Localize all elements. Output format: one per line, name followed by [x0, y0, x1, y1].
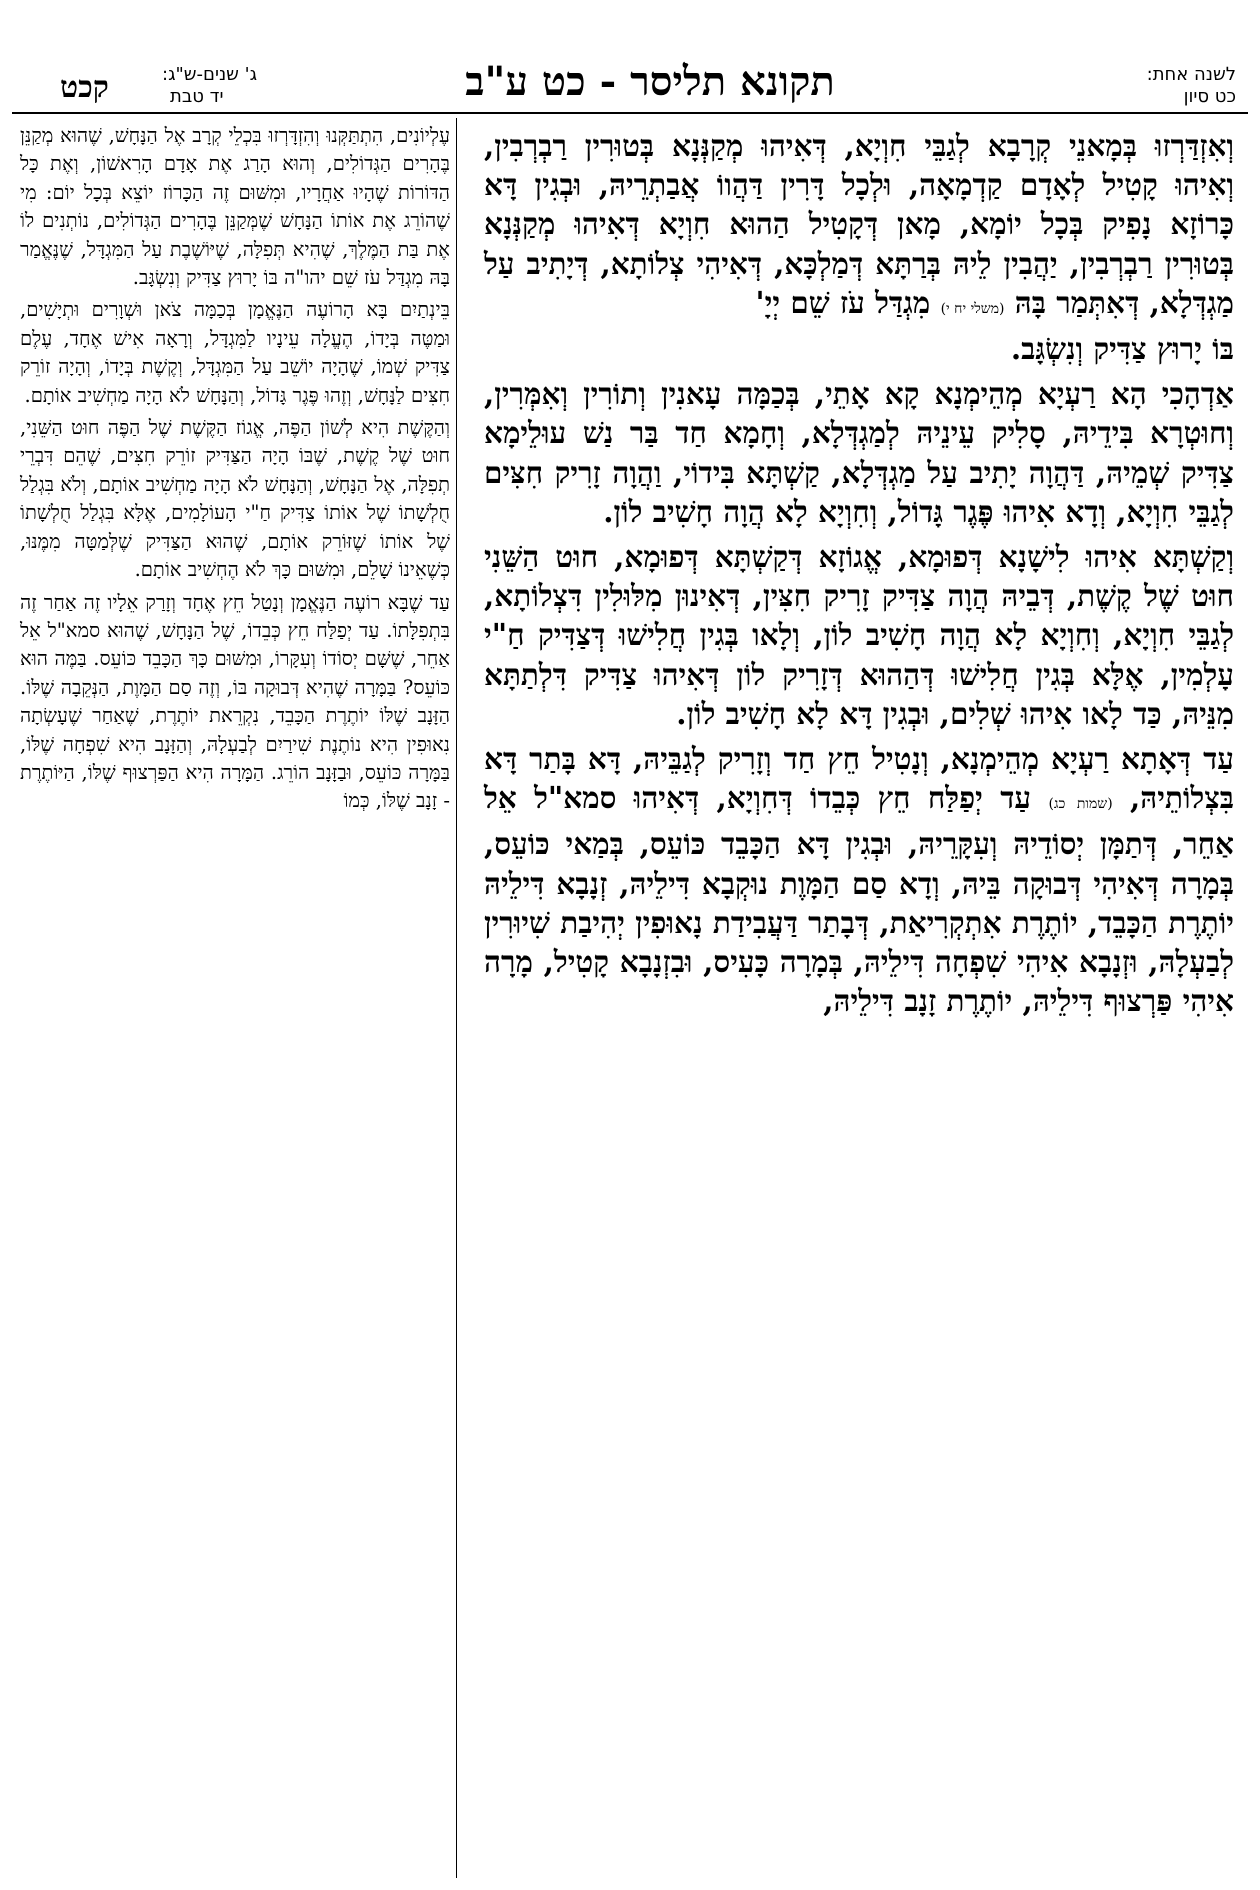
source-reference: (משלי יח י) [940, 300, 1005, 317]
translation-paragraph: עֶלְיוֹנִים, הִתְתַּקְּנוּ וְהִזְדָּרְזוּ בִּכְלֵי קְרָב אֶל הַנָּחָשׁ, שֶׁהוּא מְקַנֵּן בֶּהָרִים הַגְּדוֹלִים, וְהוּא הָרַג אֶת אָדָם הָרִאשׁוֹן, וְאֶת כָּל הַדּוֹרוֹת שֶׁהָיוּ אַחֲרָיו, וּמִשּׁוּם זֶה הַכָּרוֹז יוֹצֵא בְּכָל יוֹם: מִי שֶׁהוֹרֵג אֶת אוֹתוֹ הַנָּחָשׁ שֶׁמְּקַנֵּן בֶּהָרִים הַגְּדוֹלִים, נוֹתְנִים לוֹ אֶת בַּת הַמֶּלֶךְ, שֶׁהִיא תְּפִלָּה, שֶׁיּוֹשֶׁבֶת עַל הַמִּגְדָּל, שֶׁנֶּאֱמַר בָּהּ מִגְדַּל עֹז שֵׁם יהו"ה בּוֹ יָרוּץ צַדִּיק וְנִשְׂגָּב. [20, 124, 450, 290]
page-title: תקונא תליסר - כט ע"ב [465, 58, 835, 105]
header-cycle-top: ג' שנים-ש"ג: [162, 64, 258, 85]
header-cycle-bottom: יד טבת [170, 86, 224, 107]
main-aramaic-column [484, 126, 1234, 1026]
translation-paragraph: וְהַקֶּשֶׁת הִיא לְשׁוֹן הַפֶּה, אֱגוֹז הַקֶּשֶׁת שֶׁל הַפֶּה חוּט הַשֵּׁנִי, חוּט שֶׁל קֶשֶׁת, שֶׁבּוֹ הָיָה הַצַּדִּיק זוֹרֵק חִצִּים, שֶׁהֵם דִּבְרֵי תְפִלָּה, אֶל הַנָּחָשׁ, וְהַנָּחָשׁ לֹא הָיָה מַחְשִׁיב אוֹתָם, וְלֹא בִּגְלַל חֻלְשָׁתוֹ שֶׁל אוֹתוֹ צַדִּיק חַ"י הָעוֹלָמִים, אֶלָּא בִּגְלַל חֻלְשָׁתוֹ שֶׁל אוֹתוֹ שֶׁזּוֹרֵק אוֹתָם, שֶׁהוּא הַצַּדִּיק שֶׁלְּמַטָּה מִמֶּנּוּ, כְּשֶׁאֵינוֹ שָׁלֵם, וּמִשּׁוּם כָּךְ לֹא הֶחְשִׁיב אוֹתָם. [20, 416, 450, 582]
translation-paragraph: עַד שֶׁבָּא רוֹעֶה הַנֶּאֱמָן וְנָטַל חֵץ אֶחָד וְזָרַק אֵלָיו זֶה אַחַר זֶה בִּתְפִלָּתוֹ. עַד יְפַלַּח חֵץ כְּבֵדוֹ, שֶׁל הַנָּחָשׁ, שֶׁהוּא סמא"ל אֵל אַחֵר, שֶׁשָּׁם יְסוֹדוֹ וְעִקָּרוֹ, וּמִשּׁוּם כָּךְ הַכָּבֵד כּוֹעֵס. בַּמֶּה הוּא כּוֹעֵס? בַּמָּרָה שֶׁהִיא דְּבוּקָה בּוֹ, וְזֶה סַם הַמָּוֶת, הַנְּקֵבָה שֶׁלּוֹ. הַזָּנָב שֶׁלּוֹ יוֹתֶרֶת הַכָּבֵד, נִקְרֵאת יוֹתֶרֶת, שֶׁאַחַר שֶׁעָשְׂתָה נִאוּפִין הִיא נוֹתֶנֶת שִׁירַיִם לְבַעְלָהּ, וְהַזָּנָב הִיא שִׁפְחָה שֶׁלּוֹ, בַּמָּרָה כּוֹעֵס, וּבַזָּנָב הוֹרֵג. הַמָּרָה הִיא הַפַּרְצוּף שֶׁלּוֹ, הַיּוֹתֶרֶת - זָנָב שֶׁלּוֹ, כְּמוֹ [20, 590, 450, 813]
verse-quote-end: בּוֹ יָרוּץ צַדִּיק וְנִשְׂגָּב. [1010, 331, 1234, 367]
main-paragraph: עַד דְּאָתָא רַעְיָא מְהֵימְנָא, וְנָטִיל חֵץ חַד וְזָרִיק לְגַבֵּיהּ, דָּא בָּתַר דָּא בִּצְלוֹתֵיהּ, (שמות כג) עַד יְפַלַּח חֵץ כְּבֵדוֹ דְּחִוְיָא, דְּאִיהוּ סמא"ל אֵל אַחֵר, דְּתַמָּן יְסוֹדֵיהּ וְעִקָּרֵיהּ, וּבְגִין דָּא הַכָּבֵד כּוֹעֵס, בְּמַאי כּוֹעֵס, בְּמָרָה דְּאִיהִי דְּבוּקָה בֵּיהּ, וְדָא סַם הַמָּוֶת נוּקְבָא דִּילֵיהּ, זְנָבָא דִּילֵיהּ יוֹתֶרֶת הַכָּבֵד, יוֹתֶרֶת אִתְקְרִיאַת, דְּבָתַר דַּעֲבִידַת נָאוּפִין יְהִיבַת שִׁיוּרִין לְבַעְלָהּ, וּזְנָבָא אִיהִי שִׁפְחָה דִּילֵיהּ, בְּמָרָה כָּעִיס, וּבִזְנָבָא קָטִיל, מָרָה אִיהִי פַּרְצוּף דִּילֵיהּ, יוֹתֶרֶת זָנָב דִּילֵיהּ, [484, 741, 1235, 1019]
header-study-top: לשנה אחת: [1146, 64, 1236, 85]
verse-quote: מִגְדַּל עֹז שֵׁם יְיָ' [755, 284, 931, 320]
main-paragraph: וְאִזְדַּרְזוּ בְּמָאנֵי קְרָבָא לְגַבֵּי חִוְיָא, דְּאִיהוּ מְקַנְּנָא בְּטוּרִין רַבְרְבִין, וְאִיהוּ קָטִיל לְאָדָם קַדְמָאָה, וּלְכָל דָּרִין דַּהֲווֹ אֲבַתְרֵיהּ, וּבְגִין דָּא כָּרוֹזָא נָפִיק בְּכָל יוֹמָא, מָאן דְּקָטִיל הַהוּא חִוְיָא דְּאִיהוּ מְקַנְּנָא בְּטוּרִין רַבְרְבִין, יַהֲבִין לֵיהּ בְּרַתָּא דְּמַלְכָּא, דְּאִיהִי צְלוֹתָא, דְּיָתִיב עַל מַגְדְּלָא, דְּאִתְּמַר בָּהּ (משלי יח י) מִגְדַּל עֹז שֵׁם יְיָ' בּוֹ יָרוּץ צַדִּיק וְנִשְׂגָּב. [484, 128, 1234, 367]
source-reference: (שמות כג) [1048, 796, 1113, 813]
header-rule [12, 112, 1248, 114]
page-number: קכט [60, 70, 109, 105]
translation-column [20, 122, 450, 820]
header-study-bottom: כט סיון [1183, 86, 1236, 107]
column-divider [456, 118, 457, 1878]
main-paragraph: אַדְהָכִי הָא רַעְיָא מְהֵימְנָא קָא אָתֵי, בְּכַמָּה עָאנִין וְתוֹרִין וְאִמְּרִין, וְחוּטְרָא בִּידֵיהּ, סָלִיק עֵינֵיהּ לְמַגְדְּלָא, וְחָמָא חַד בַּר נַשׁ עוּלֵימָא צַדִּיק שְׁמֵיהּ, דַּהֲוָה יָתִיב עַל מַגְדְּלָא, קַשְׁתָּא בִּידוֹי, וַהֲוָה זָרִיק חִצִּים לְגַבֵּי חִוְיָא, וְדָא אִיהוּ פֶּגֶר גָּדוֹל, וְחִוְיָא לָא הֲוָה חָשִׁיב לוֹן. [484, 376, 1234, 529]
translation-paragraph: בֵּינְתַיִם בָּא הָרוֹעֶה הַנֶּאֱמָן בְּכַמָּה צֹאן וּשְׁוָרִים וּתְיָשִׁים, וּמַטֶּה בְּיָדוֹ, הֶעֱלָה עֵינָיו לַמִּגְדָּל, וְרָאָה אִישׁ אֶחָד, עֶלֶם צַדִּיק שְׁמוֹ, שֶׁהָיָה יוֹשֵׁב עַל הַמִּגְדָּל, וְקֶשֶׁת בְּיָדוֹ, וְהָיָה זוֹרֵק חִצִּים לַנָּחָשׁ, וְזֶהוּ פֶּגֶר גָּדוֹל, וְהַנָּחָשׁ לֹא הָיָה מַחְשִׁיב אוֹתָם. [20, 298, 450, 407]
main-paragraph: וְקַשְׁתָּא אִיהוּ לִישָׁנָא דְּפוּמָא, אֱגוֹזָא דְּקַשְׁתָּא דְּפוּמָא, חוּט הַשֵּׁנִי חוּט שֶׁל קֶשֶׁת, דְּבֵיהּ הֲוָה צַדִּיק זָרִיק חִצִּין, דְּאִינוּן מִלּוּלִין דִּצְלוֹתָא, לְגַבֵּי חִוְיָא, וְחִוְיָא לָא הֲוָה חָשִׁיב לוֹן, וְלָאו בְּגִין חֲלִישׁוּ דְּצַדִּיק חַ"י עָלְמִין, אֶלָּא בְּגִין חֲלִישׁוּ דְּהַהוּא דְּזָרִיק לוֹן דְּאִיהוּ צַדִּיק דִּלְתַתָּא מִנֵּיהּ, כַּד לָאו אִיהוּ שְׁלִים, וּבְגִין דָּא לָא חָשִׁיב לוֹן. [484, 539, 1234, 731]
